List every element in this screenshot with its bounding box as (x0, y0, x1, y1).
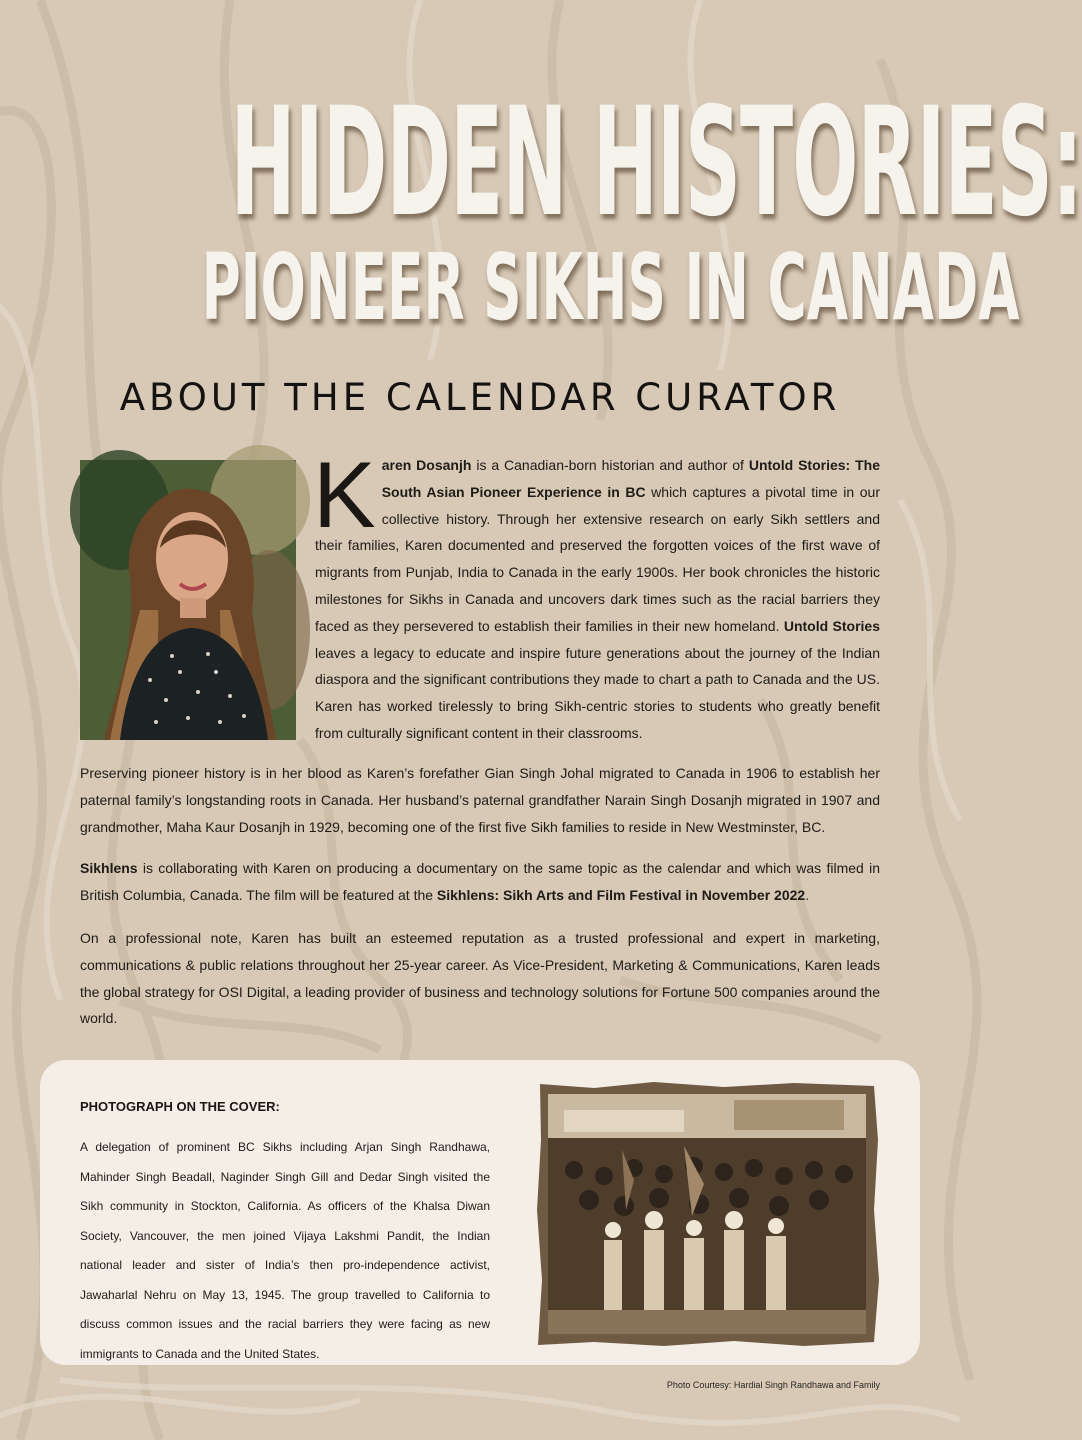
sikhlens-end: . (805, 886, 810, 903)
photo-credit: Photo Courtesy: Hardial Singh Randhawa and Family (666, 1380, 880, 1390)
cover-photograph (534, 1080, 880, 1348)
curator-name: aren Dosanjh (381, 457, 472, 473)
cover-photo-description: A delegation of prominent BC Sikhs including Arjan Singh Randhawa, Mahinder Singh Beadall, Naginder Singh Gill and Dedar Singh visited the Sikh community in Stockton, California. As officers of the Khalsa Diwan Society, Vancouver, the men joined Vijaya Lakshmi Pandit, the Indian national leader and sister of India’s then pro-independence activist, Jawaharlal Nehru on May 13, 1945. The group travelled to California to discuss common issues and the racial barriers they were facing as new immigrants to Canada and the United States. (80, 1140, 490, 1361)
festival-name: Sikhlens: Sikh Arts and Film Festival in November 2022 (436, 886, 806, 903)
curator-portrait (80, 460, 296, 740)
sikhlens-name: Sikhlens (80, 860, 138, 876)
cover-photo-heading: PHOTOGRAPH ON THE COVER: (80, 1099, 280, 1114)
drop-cap: K (313, 442, 376, 547)
bio-paragraph-professional: On a professional note, Karen has built an esteemed reputation as a trusted professional and expert in marketing, communications & public relations throughout her 25-year career. As Vice-President, Marketing & Communications, Karen leads the global strategy for OSI Digital, a leading provider of business and technology solutions for Fortune 500 companies around the world. (80, 930, 880, 1027)
title-line-1: HIDDEN HISTORIES: (230, 76, 1082, 250)
bio-intro-text: is a Canadian-born historian and author of (471, 457, 749, 473)
bio-text-a: which captures a pivotal time in our collective history. Through her extensive research on early Sikh settlers and their families, Karen documented and preserved the forgotten voices of the first wave of migrants from Punjab, India to Canada in the early 1900s. Her book chronicles the historic milestones for Sikhs in Canada and uncovers dark times such as the racial barriers they faced as they persevered to establish their families in their new homeland. (315, 483, 880, 634)
book-title-short: Untold Stories (783, 617, 880, 634)
bio-paragraph-sikhlens (80, 855, 880, 909)
book-title: Untold Stories: The South Asian Pioneer Experience in BC (381, 457, 880, 500)
title-line-2: PIONEER SIKHS IN CANADA (201, 234, 1020, 341)
section-heading: ABOUT THE CALENDAR CURATOR (119, 376, 841, 419)
bio-paragraph-family: Preserving pioneer history is in her blood as Karen’s forefather Gian Singh Johal migrated to Canada in 1906 to establish her paternal family’s longstanding roots in Canada. Her husband’s paternal grandfather Narain Singh Dosanjh migrated in 1907 and grandmother, Maha Kaur Dosanjh in 1929, becoming one of the first five Sikh families to reside in New Westminster, BC. (80, 765, 880, 835)
sikhlens-text: is collaborating with Karen on producing a documentary on the same topic as the calendar and which was filmed in British Columbia, Canada. The film will be featured at the (80, 860, 880, 903)
bio-text-b: leaves a legacy to educate and inspire future generations about the journey of the Indian diaspora and the significant contributions they made to chart a path to Canada and the US. Karen has worked tirelessly to bring Sikh-centric stories to students who greatly benefit from culturally significant content in their classrooms. (315, 644, 880, 741)
curator-bio-intro (313, 442, 880, 747)
